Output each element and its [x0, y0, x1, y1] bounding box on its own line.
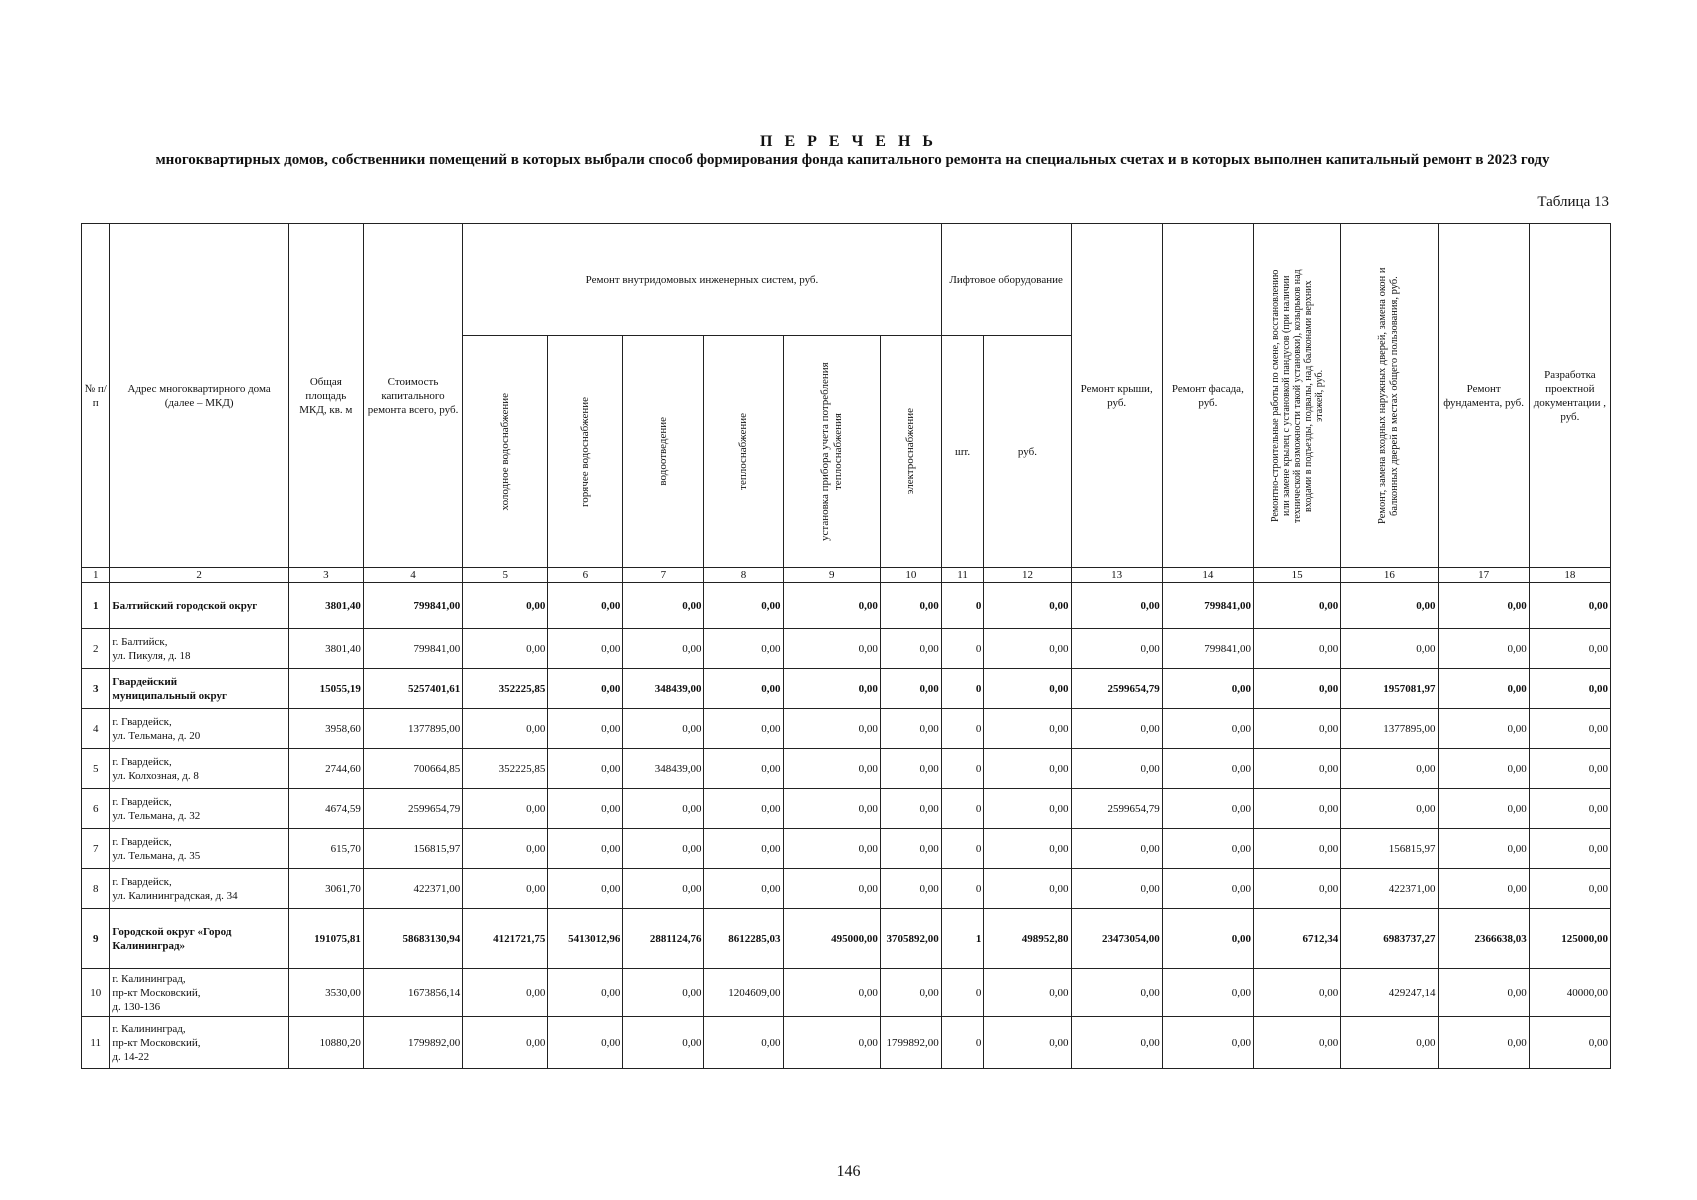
address-line: ул. Тельмана, д. 20	[112, 729, 201, 742]
table-row	[82, 669, 1611, 709]
cell-col-10: 3705892,00	[880, 909, 941, 969]
cell-col-8: 0,00	[704, 1017, 783, 1069]
cell-col-16: 422371,00	[1341, 869, 1438, 909]
address-line: Городской округ «Город	[112, 925, 232, 938]
cell-col-9: 0,00	[783, 969, 880, 1017]
header-heat-supply-text: теплоснабжение	[737, 413, 749, 490]
cell-col-14: 799841,00	[1162, 583, 1253, 629]
cell-col-3: 615,70	[288, 829, 363, 869]
table-row	[82, 789, 1611, 829]
cell-col-11: 0	[941, 583, 984, 629]
header-power-supply-text: электроснабжение	[904, 408, 917, 495]
cell-col-8: 0,00	[704, 629, 783, 669]
row-number: 3	[82, 669, 110, 709]
address-line: ул. Пикуля, д. 18	[112, 649, 191, 662]
cell-col-8: 0,00	[704, 709, 783, 749]
cell-col-6: 0,00	[548, 789, 623, 829]
cell-col-9: 495000,00	[783, 909, 880, 969]
header-hot-water-text: горячее водоснабжение	[578, 396, 591, 507]
header-facade: Ремонт фасада, руб.	[1162, 224, 1253, 568]
table-row	[82, 969, 1611, 1017]
table-row	[82, 583, 1611, 629]
cell-col-6: 0,00	[548, 583, 623, 629]
repair-table	[81, 223, 1611, 1069]
row-address	[110, 829, 288, 869]
cell-col-16: 0,00	[1341, 583, 1438, 629]
cell-col-16: 429247,14	[1341, 969, 1438, 1017]
column-number: 17	[1438, 568, 1529, 583]
cell-col-17: 0,00	[1438, 709, 1529, 749]
cell-col-5: 0,00	[463, 869, 548, 909]
cell-col-10: 0,00	[880, 583, 941, 629]
cell-col-6: 0,00	[548, 829, 623, 869]
row-number: 9	[82, 909, 110, 969]
column-number: 1	[82, 568, 110, 583]
cell-col-7: 0,00	[623, 1017, 704, 1069]
table-body	[82, 583, 1611, 1069]
cell-col-8: 1204609,00	[704, 969, 783, 1017]
cell-col-10: 0,00	[880, 709, 941, 749]
cell-col-10: 0,00	[880, 829, 941, 869]
cell-col-7: 0,00	[623, 583, 704, 629]
column-number: 6	[548, 568, 623, 583]
cell-col-9: 0,00	[783, 1017, 880, 1069]
cell-col-16: 0,00	[1341, 789, 1438, 829]
cell-col-11: 0	[941, 669, 984, 709]
row-address	[110, 749, 288, 789]
cell-col-5: 0,00	[463, 583, 548, 629]
row-number: 11	[82, 1017, 110, 1069]
cell-col-18: 40000,00	[1529, 969, 1610, 1017]
column-number: 11	[941, 568, 984, 583]
cell-col-3: 3958,60	[288, 709, 363, 749]
table-row	[82, 1017, 1611, 1069]
header-doors-windows	[1341, 224, 1438, 568]
cell-col-17: 0,00	[1438, 789, 1529, 829]
cell-col-3: 3801,40	[288, 583, 363, 629]
cell-col-8: 0,00	[704, 749, 783, 789]
cell-col-4: 422371,00	[363, 869, 462, 909]
document-title: П Е Р Е Ч Е Н Ь	[760, 133, 937, 150]
cell-col-3: 3801,40	[288, 629, 363, 669]
cell-col-12: 0,00	[984, 829, 1071, 869]
cell-col-9: 0,00	[783, 869, 880, 909]
cell-col-11: 0	[941, 789, 984, 829]
cell-col-5: 0,00	[463, 789, 548, 829]
cell-col-13: 2599654,79	[1071, 789, 1162, 829]
column-number: 7	[623, 568, 704, 583]
cell-col-8: 0,00	[704, 829, 783, 869]
cell-col-7: 348439,00	[623, 749, 704, 789]
cell-col-3: 191075,81	[288, 909, 363, 969]
cell-col-3: 3061,70	[288, 869, 363, 909]
cell-col-7: 0,00	[623, 969, 704, 1017]
cell-col-17: 0,00	[1438, 969, 1529, 1017]
cell-col-18: 0,00	[1529, 829, 1610, 869]
header-heat-meter-text: установка прибора учета потребления теплоснабжения	[818, 362, 844, 541]
cell-col-9: 0,00	[783, 629, 880, 669]
cell-col-17: 2366638,03	[1438, 909, 1529, 969]
cell-col-8: 0,00	[704, 583, 783, 629]
table-row	[82, 629, 1611, 669]
cell-col-3: 15055,19	[288, 669, 363, 709]
header-doors-windows-text: Ремонт, замена входных наружных дверей, замена окон и балконных дверей в местах общего пользования, руб.	[1377, 267, 1401, 524]
cell-col-15: 0,00	[1254, 789, 1341, 829]
address-line: ул. Тельмана, д. 35	[112, 849, 201, 862]
cell-col-16: 1957081,97	[1341, 669, 1438, 709]
cell-col-7: 0,00	[623, 869, 704, 909]
cell-col-17: 0,00	[1438, 829, 1529, 869]
column-number: 10	[880, 568, 941, 583]
cell-col-6: 0,00	[548, 749, 623, 789]
cell-col-15: 0,00	[1254, 669, 1341, 709]
column-number: 2	[110, 568, 288, 583]
row-number: 1	[82, 583, 110, 629]
header-engineering-group: Ремонт внутридомовых инженерных систем, руб.	[463, 224, 942, 336]
cell-col-9: 0,00	[783, 829, 880, 869]
header-hot-water	[548, 336, 623, 568]
header-design-docs: Разработка проектной документации , руб.	[1529, 224, 1610, 568]
row-number: 7	[82, 829, 110, 869]
cell-col-11: 0	[941, 1017, 984, 1069]
cell-col-14: 0,00	[1162, 909, 1253, 969]
row-number: 8	[82, 869, 110, 909]
cell-col-14: 0,00	[1162, 709, 1253, 749]
cell-col-7: 0,00	[623, 629, 704, 669]
row-address	[110, 709, 288, 749]
cell-col-3: 4674,59	[288, 789, 363, 829]
header-total-cost: Стоимость капитального ремонта всего, руб.	[363, 224, 462, 568]
cell-col-18: 0,00	[1529, 669, 1610, 709]
row-address	[110, 1017, 288, 1069]
cell-col-5: 4121721,75	[463, 909, 548, 969]
cell-col-14: 0,00	[1162, 969, 1253, 1017]
header-no: № п/п	[82, 224, 110, 568]
cell-col-10: 0,00	[880, 629, 941, 669]
address-line: г. Гвардейск,	[112, 755, 172, 768]
cell-col-4: 2599654,79	[363, 789, 462, 829]
cell-col-4: 799841,00	[363, 583, 462, 629]
address-line: д. 130-136	[112, 1000, 161, 1013]
header-roof: Ремонт крыши, руб.	[1071, 224, 1162, 568]
cell-col-4: 1673856,14	[363, 969, 462, 1017]
header-power-supply	[880, 336, 941, 568]
cell-col-15: 6712,34	[1254, 909, 1341, 969]
address-line: ул. Калининградская, д. 34	[112, 889, 238, 902]
cell-col-13: 23473054,00	[1071, 909, 1162, 969]
cell-col-5: 352225,85	[463, 669, 548, 709]
cell-col-12: 0,00	[984, 669, 1071, 709]
row-address	[110, 969, 288, 1017]
header-drainage-text: водоотведение	[656, 417, 669, 486]
cell-col-5: 0,00	[463, 629, 548, 669]
header-construction-works-text: Ремонтно-строительные работы по смене, восстановлению или замене крылец с установкой пандусов (при наличии технической возможности такой установки), козырьков над входами в подъезды, подвалы, над балконами верхних этажей, руб.	[1269, 268, 1325, 523]
cell-col-9: 0,00	[783, 709, 880, 749]
table-label: Таблица 13	[1537, 194, 1609, 210]
row-address	[110, 869, 288, 909]
table-row	[82, 709, 1611, 749]
cell-col-16: 0,00	[1341, 1017, 1438, 1069]
cell-col-5: 0,00	[463, 969, 548, 1017]
row-address	[110, 789, 288, 829]
cell-col-11: 0	[941, 869, 984, 909]
cell-col-18: 0,00	[1529, 869, 1610, 909]
cell-col-12: 0,00	[984, 1017, 1071, 1069]
table-row	[82, 869, 1611, 909]
cell-col-17: 0,00	[1438, 583, 1529, 629]
header-heat-supply	[704, 336, 783, 568]
cell-col-5: 0,00	[463, 1017, 548, 1069]
cell-col-7: 0,00	[623, 789, 704, 829]
cell-col-16: 0,00	[1341, 749, 1438, 789]
cell-col-4: 1799892,00	[363, 1017, 462, 1069]
cell-col-18: 0,00	[1529, 749, 1610, 789]
cell-col-16: 156815,97	[1341, 829, 1438, 869]
header-elevator-group: Лифтовое оборудование	[941, 224, 1071, 336]
cell-col-4: 58683130,94	[363, 909, 462, 969]
cell-col-4: 156815,97	[363, 829, 462, 869]
table-row	[82, 829, 1611, 869]
cell-col-16: 0,00	[1341, 629, 1438, 669]
address-line: г. Калининград,	[112, 1022, 186, 1035]
header-construction-works	[1254, 224, 1341, 568]
cell-col-12: 0,00	[984, 789, 1071, 829]
cell-col-17: 0,00	[1438, 629, 1529, 669]
cell-col-7: 0,00	[623, 709, 704, 749]
address-line: Балтийский городской округ	[112, 599, 258, 612]
address-line: ул. Тельмана, д. 32	[112, 809, 201, 822]
cell-col-3: 2744,60	[288, 749, 363, 789]
cell-col-15: 0,00	[1254, 749, 1341, 789]
table-row	[82, 909, 1611, 969]
address-line: д. 14-22	[112, 1050, 150, 1063]
header-cold-water-text: холодное водоснабжение	[498, 392, 511, 511]
column-number: 18	[1529, 568, 1610, 583]
column-number: 3	[288, 568, 363, 583]
row-address	[110, 629, 288, 669]
column-number: 4	[363, 568, 462, 583]
address-line: ул. Колхозная, д. 8	[112, 769, 199, 782]
cell-col-6: 5413012,96	[548, 909, 623, 969]
address-line: г. Гвардейск,	[112, 795, 172, 808]
column-number: 16	[1341, 568, 1438, 583]
cell-col-5: 352225,85	[463, 749, 548, 789]
cell-col-13: 0,00	[1071, 1017, 1162, 1069]
row-number: 2	[82, 629, 110, 669]
cell-col-12: 0,00	[984, 583, 1071, 629]
cell-col-4: 5257401,61	[363, 669, 462, 709]
cell-col-13: 0,00	[1071, 709, 1162, 749]
cell-col-11: 0	[941, 629, 984, 669]
cell-col-18: 125000,00	[1529, 909, 1610, 969]
cell-col-13: 0,00	[1071, 749, 1162, 789]
cell-col-15: 0,00	[1254, 829, 1341, 869]
cell-col-18: 0,00	[1529, 583, 1610, 629]
cell-col-12: 0,00	[984, 869, 1071, 909]
column-number: 15	[1254, 568, 1341, 583]
row-address	[110, 583, 288, 629]
cell-col-11: 0	[941, 709, 984, 749]
cell-col-5: 0,00	[463, 709, 548, 749]
cell-col-17: 0,00	[1438, 669, 1529, 709]
cell-col-17: 0,00	[1438, 749, 1529, 789]
cell-col-16: 6983737,27	[1341, 909, 1438, 969]
cell-col-17: 0,00	[1438, 1017, 1529, 1069]
cell-col-9: 0,00	[783, 789, 880, 829]
address-line: г. Балтийск,	[112, 635, 168, 648]
cell-col-12: 0,00	[984, 709, 1071, 749]
address-line: муниципальный округ	[112, 689, 227, 702]
cell-col-12: 0,00	[984, 749, 1071, 789]
cell-col-18: 0,00	[1529, 709, 1610, 749]
address-line: Калининград»	[112, 939, 186, 952]
address-line: Гвардейский	[112, 675, 178, 688]
page-number: 146	[836, 1163, 861, 1180]
cell-col-13: 0,00	[1071, 869, 1162, 909]
cell-col-9: 0,00	[783, 669, 880, 709]
cell-col-15: 0,00	[1254, 869, 1341, 909]
cell-col-8: 8612285,03	[704, 909, 783, 969]
cell-col-14: 0,00	[1162, 869, 1253, 909]
header-drainage	[623, 336, 704, 568]
cell-col-18: 0,00	[1529, 1017, 1610, 1069]
cell-col-4: 799841,00	[363, 629, 462, 669]
row-number: 4	[82, 709, 110, 749]
cell-col-8: 0,00	[704, 789, 783, 829]
cell-col-15: 0,00	[1254, 629, 1341, 669]
cell-col-6: 0,00	[548, 629, 623, 669]
cell-col-9: 0,00	[783, 749, 880, 789]
document-subtitle: многоквартирных домов, собственники помещений в которых выбрали способ формирования фонда капитального ремонта на специальных счетах и в которых выполнен капитальный ремонт в 2023 году	[155, 152, 1550, 168]
cell-col-3: 10880,20	[288, 1017, 363, 1069]
cell-col-3: 3530,00	[288, 969, 363, 1017]
cell-col-14: 799841,00	[1162, 629, 1253, 669]
cell-col-11: 1	[941, 909, 984, 969]
address-line: г. Гвардейск,	[112, 715, 172, 728]
cell-col-5: 0,00	[463, 829, 548, 869]
header-elevator-rub: руб.	[984, 336, 1071, 568]
cell-col-10: 0,00	[880, 669, 941, 709]
cell-col-18: 0,00	[1529, 629, 1610, 669]
cell-col-11: 0	[941, 749, 984, 789]
cell-col-6: 0,00	[548, 669, 623, 709]
cell-col-11: 0	[941, 969, 984, 1017]
cell-col-8: 0,00	[704, 869, 783, 909]
cell-col-10: 0,00	[880, 869, 941, 909]
cell-col-6: 0,00	[548, 1017, 623, 1069]
header-address: Адрес многоквартирного дома (далее – МКД)	[110, 224, 288, 568]
column-number-row	[82, 568, 1611, 583]
column-number: 5	[463, 568, 548, 583]
cell-col-12: 0,00	[984, 629, 1071, 669]
cell-col-12: 0,00	[984, 969, 1071, 1017]
cell-col-12: 498952,80	[984, 909, 1071, 969]
cell-col-14: 0,00	[1162, 669, 1253, 709]
cell-col-14: 0,00	[1162, 789, 1253, 829]
row-number: 6	[82, 789, 110, 829]
column-number: 8	[704, 568, 783, 583]
row-address	[110, 909, 288, 969]
cell-col-4: 1377895,00	[363, 709, 462, 749]
address-line: г. Калининград,	[112, 972, 186, 985]
cell-col-11: 0	[941, 829, 984, 869]
cell-col-6: 0,00	[548, 869, 623, 909]
cell-col-17: 0,00	[1438, 869, 1529, 909]
address-line: г. Гвардейск,	[112, 875, 172, 888]
cell-col-8: 0,00	[704, 669, 783, 709]
cell-col-10: 0,00	[880, 749, 941, 789]
table-row	[82, 749, 1611, 789]
column-number: 9	[783, 568, 880, 583]
column-number: 14	[1162, 568, 1253, 583]
cell-col-6: 0,00	[548, 969, 623, 1017]
cell-col-18: 0,00	[1529, 789, 1610, 829]
cell-col-15: 0,00	[1254, 969, 1341, 1017]
cell-col-15: 0,00	[1254, 1017, 1341, 1069]
cell-col-7: 0,00	[623, 829, 704, 869]
cell-col-15: 0,00	[1254, 709, 1341, 749]
header-foundation: Ремонт фундамента, руб.	[1438, 224, 1529, 568]
row-number: 5	[82, 749, 110, 789]
row-number: 10	[82, 969, 110, 1017]
cell-col-14: 0,00	[1162, 749, 1253, 789]
cell-col-6: 0,00	[548, 709, 623, 749]
cell-col-13: 0,00	[1071, 969, 1162, 1017]
row-address	[110, 669, 288, 709]
header-cold-water	[463, 336, 548, 568]
header-elevator-pcs: шт.	[941, 336, 984, 568]
header-area: Общая площадь МКД, кв. м	[288, 224, 363, 568]
cell-col-15: 0,00	[1254, 583, 1341, 629]
cell-col-9: 0,00	[783, 583, 880, 629]
header-heat-meter	[783, 336, 880, 568]
cell-col-7: 348439,00	[623, 669, 704, 709]
cell-col-16: 1377895,00	[1341, 709, 1438, 749]
cell-col-4: 700664,85	[363, 749, 462, 789]
cell-col-10: 0,00	[880, 789, 941, 829]
cell-col-14: 0,00	[1162, 1017, 1253, 1069]
cell-col-10: 0,00	[880, 969, 941, 1017]
column-number: 12	[984, 568, 1071, 583]
cell-col-13: 0,00	[1071, 829, 1162, 869]
cell-col-10: 1799892,00	[880, 1017, 941, 1069]
address-line: пр-кт Московский,	[112, 1036, 201, 1049]
address-line: пр-кт Московский,	[112, 986, 201, 999]
cell-col-14: 0,00	[1162, 829, 1253, 869]
cell-col-13: 0,00	[1071, 629, 1162, 669]
address-line: г. Гвардейск,	[112, 835, 172, 848]
cell-col-7: 2881124,76	[623, 909, 704, 969]
column-number: 13	[1071, 568, 1162, 583]
cell-col-13: 0,00	[1071, 583, 1162, 629]
cell-col-13: 2599654,79	[1071, 669, 1162, 709]
